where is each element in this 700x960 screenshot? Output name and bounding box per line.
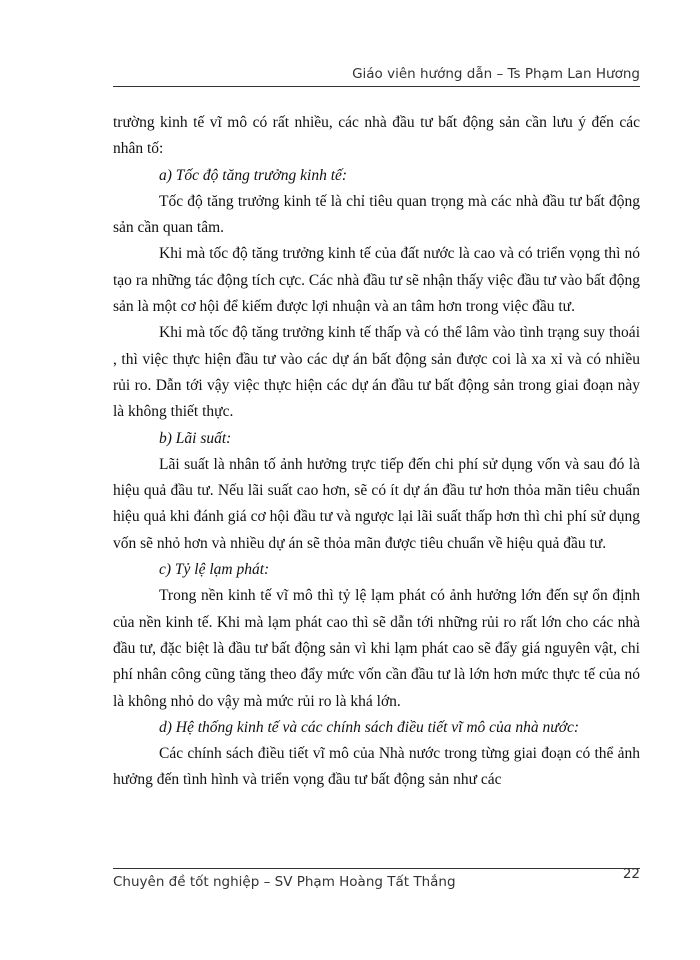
paragraph-interest: Lãi suất là nhân tố ảnh hưởng trực tiếp đến chi phí sử dụng vốn và sau đó là hiệu quả đầu tư. Nếu lãi suất cao hơn, sẽ có ít dự án đầu tư hơn thỏa mãn tiêu chuẩn hiệu quả khi đánh giá cơ hội đầu tư và ngược lại lãi suất thấp hơn thì chi phí sử dụng vốn sẽ nhỏ hơn và nhiều dự án sẽ thỏa mãn được tiêu chuẩn về hiệu quả đầu tư. <box>113 455 640 552</box>
page-number: 22 <box>622 866 640 882</box>
paragraph-inflation: Trong nền kinh tế vĩ mô thì tỷ lệ lạm phát có ảnh hưởng lớn đến sự ổn định của nền kinh tế. Khi mà lạm phát cao thì sẽ dẫn tới những rủi ro rất lớn cho các nhà đầu tư, đặc biệt là đầu tư bất động sản vì khi lạm phát cao sẽ đẩy giá nguyên vật, chi phí nhân công cũng tăng theo đẩy mức vốn cần đầu tư là lớn hơn mức thực tế của nó là không nhỏ do vậy mà mức rủi ro là khá lớn. <box>113 587 640 710</box>
footer-text: Chuyên đề tốt nghiệp – SV Phạm Hoàng Tất Thắng <box>113 874 456 890</box>
subheading-growth: a) Tốc độ tăng trưởng kinh tế: <box>159 166 348 184</box>
paragraph-growth-1: Tốc độ tăng trưởng kinh tế là chỉ tiêu quan trọng mà các nhà đầu tư bất động sản cần quan tâm. <box>113 192 640 237</box>
page-footer <box>113 868 640 891</box>
subheading-inflation: c) Tỷ lệ lạm phát: <box>159 561 270 579</box>
paragraph-growth-3: Khi mà tốc độ tăng trưởng kinh tế thấp và có thể lâm vào tình trạng suy thoái , thì việc thực hiện đầu tư vào các dự án bất động sản được coi là xa xỉ và có nhiều rủi ro. Dẫn tới vậy việc thực hiện các dự án đầu tư bất động sản trong giai đoạn này là không thiết thực. <box>113 324 640 421</box>
subheading-policy: d) Hệ thống kinh tế và các chính sách điều tiết vĩ mô của nhà nước: <box>159 718 580 736</box>
page-header <box>113 64 640 87</box>
paragraph-intro: trường kinh tế vĩ mô có rất nhiều, các nhà đầu tư bất động sản cần lưu ý đến các nhân tố: <box>113 114 640 158</box>
subheading-interest: b) Lãi suất: <box>159 429 232 447</box>
header-text: Giáo viên hướng dẫn – Ts Phạm Lan Hương <box>352 66 640 82</box>
paragraph-growth-2: Khi mà tốc độ tăng trưởng kinh tế của đất nước là cao và có triển vọng thì nó tạo ra những tác động tích cực. Các nhà đầu tư sẽ nhận thấy việc đầu tư vào bất động sản là một cơ hội để kiếm được lợi nhuận và an tâm hơn trong việc đầu tư. <box>113 245 640 316</box>
page-body <box>113 110 640 794</box>
paragraph-policy: Các chính sách điều tiết vĩ mô của Nhà nước trong từng giai đoạn có thể ảnh hưởng đến tình hình và triển vọng đầu tư bất động sản như các <box>113 745 640 789</box>
